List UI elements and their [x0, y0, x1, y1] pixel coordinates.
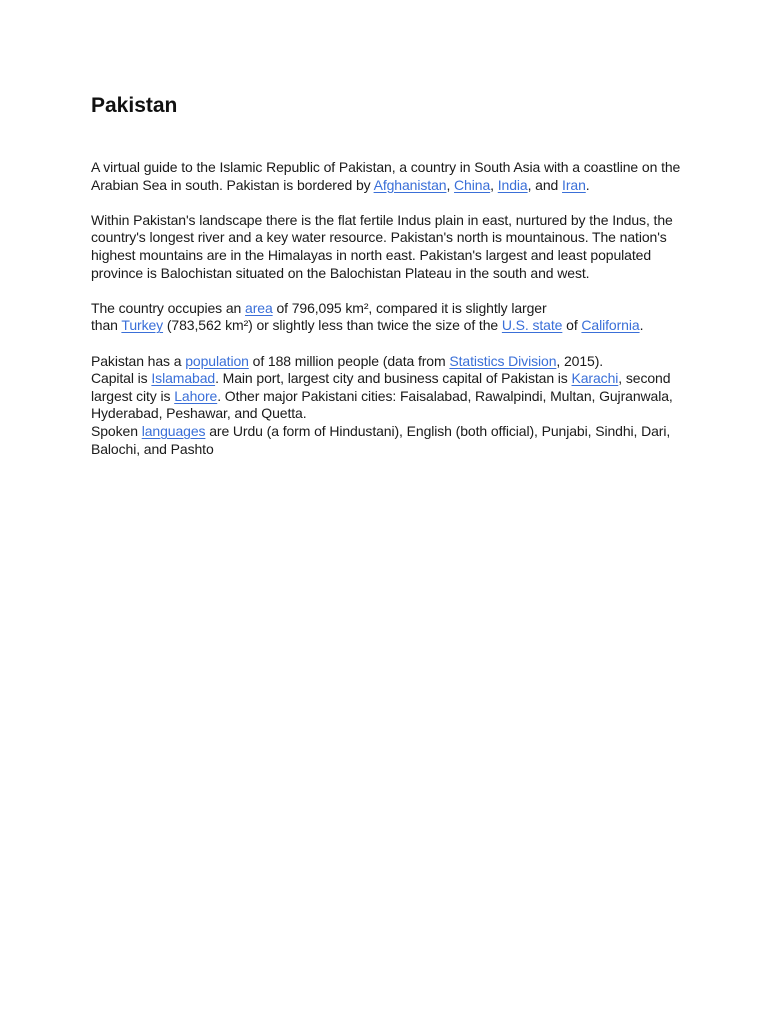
intro-separator: , [446, 176, 455, 193]
population-text: of 188 million people (data from [248, 352, 450, 369]
population-text: , 2015). [556, 352, 604, 369]
area-text: . [639, 317, 644, 334]
languages-link[interactable]: languages [141, 422, 206, 439]
intro-text: A virtual guide to the Islamic Republic of Pakistan, a country in South Asia with a coastline on the Arabian Sea in south. Pakistan is bordered by [91, 159, 681, 193]
islamabad-link[interactable]: Islamabad [151, 370, 216, 387]
languages-text: are Urdu (a form of Hindustani), English (both official), Punjabi, Sindhi, Dari, Balochi, and Pashto [91, 422, 671, 457]
population-paragraph [91, 353, 681, 371]
languages-paragraph [91, 423, 681, 458]
intro-separator: , [490, 176, 498, 193]
landscape-paragraph: Within Pakistan's landscape there is the flat fertile Indus plain in east, nurtured by the Indus, the country's longest river and a key water resource. Pakistan's north is mountainous. The nation's highest mountains are in the Himalayas in north east. Pakistan's largest and least populated province is Balochistan situated on the Balochistan Plateau in the south and west. [91, 211, 673, 281]
india-link[interactable]: India [497, 176, 528, 193]
capital-text: Capital is [91, 370, 152, 387]
capital-text: , second largest city is [91, 370, 671, 404]
afghanistan-link[interactable]: Afghanistan [373, 176, 447, 193]
area-text: than [91, 317, 122, 334]
intro-separator: , and [527, 176, 563, 193]
area-text: The country occupies an [91, 299, 246, 316]
statistics-division-link[interactable]: Statistics Division [449, 352, 557, 369]
languages-text: Spoken [91, 422, 142, 439]
area-text: of [562, 317, 582, 334]
area-link[interactable]: area [245, 299, 273, 316]
capital-paragraph [91, 370, 681, 423]
turkey-link[interactable]: Turkey [121, 317, 164, 334]
area-text: (783,562 km²) or slightly less than twice the size of the [163, 317, 502, 334]
intro-paragraph [91, 159, 681, 194]
area-text: of 796,095 km², compared it is slightly larger [272, 299, 547, 316]
capital-text: . Other major Pakistani cities: Faisalabad, Rawalpindi, Multan, Gujranwala, Hyderabad, Peshawar, and Quetta. [91, 387, 673, 422]
page-title: Pakistan [91, 94, 178, 117]
intro-end: . [585, 176, 590, 193]
population-link[interactable]: population [185, 352, 249, 369]
capital-text: . Main port, largest city and business capital of Pakistan is [215, 370, 572, 387]
area-paragraph [91, 300, 681, 335]
lahore-link[interactable]: Lahore [174, 387, 218, 404]
california-link[interactable]: California [581, 317, 640, 334]
document-page [91, 92, 681, 458]
population-text: Pakistan has a [91, 352, 186, 369]
china-link[interactable]: China [454, 176, 491, 193]
iran-link[interactable]: Iran [562, 176, 586, 193]
us-state-link[interactable]: U.S. state [501, 317, 563, 334]
karachi-link[interactable]: Karachi [571, 370, 619, 387]
